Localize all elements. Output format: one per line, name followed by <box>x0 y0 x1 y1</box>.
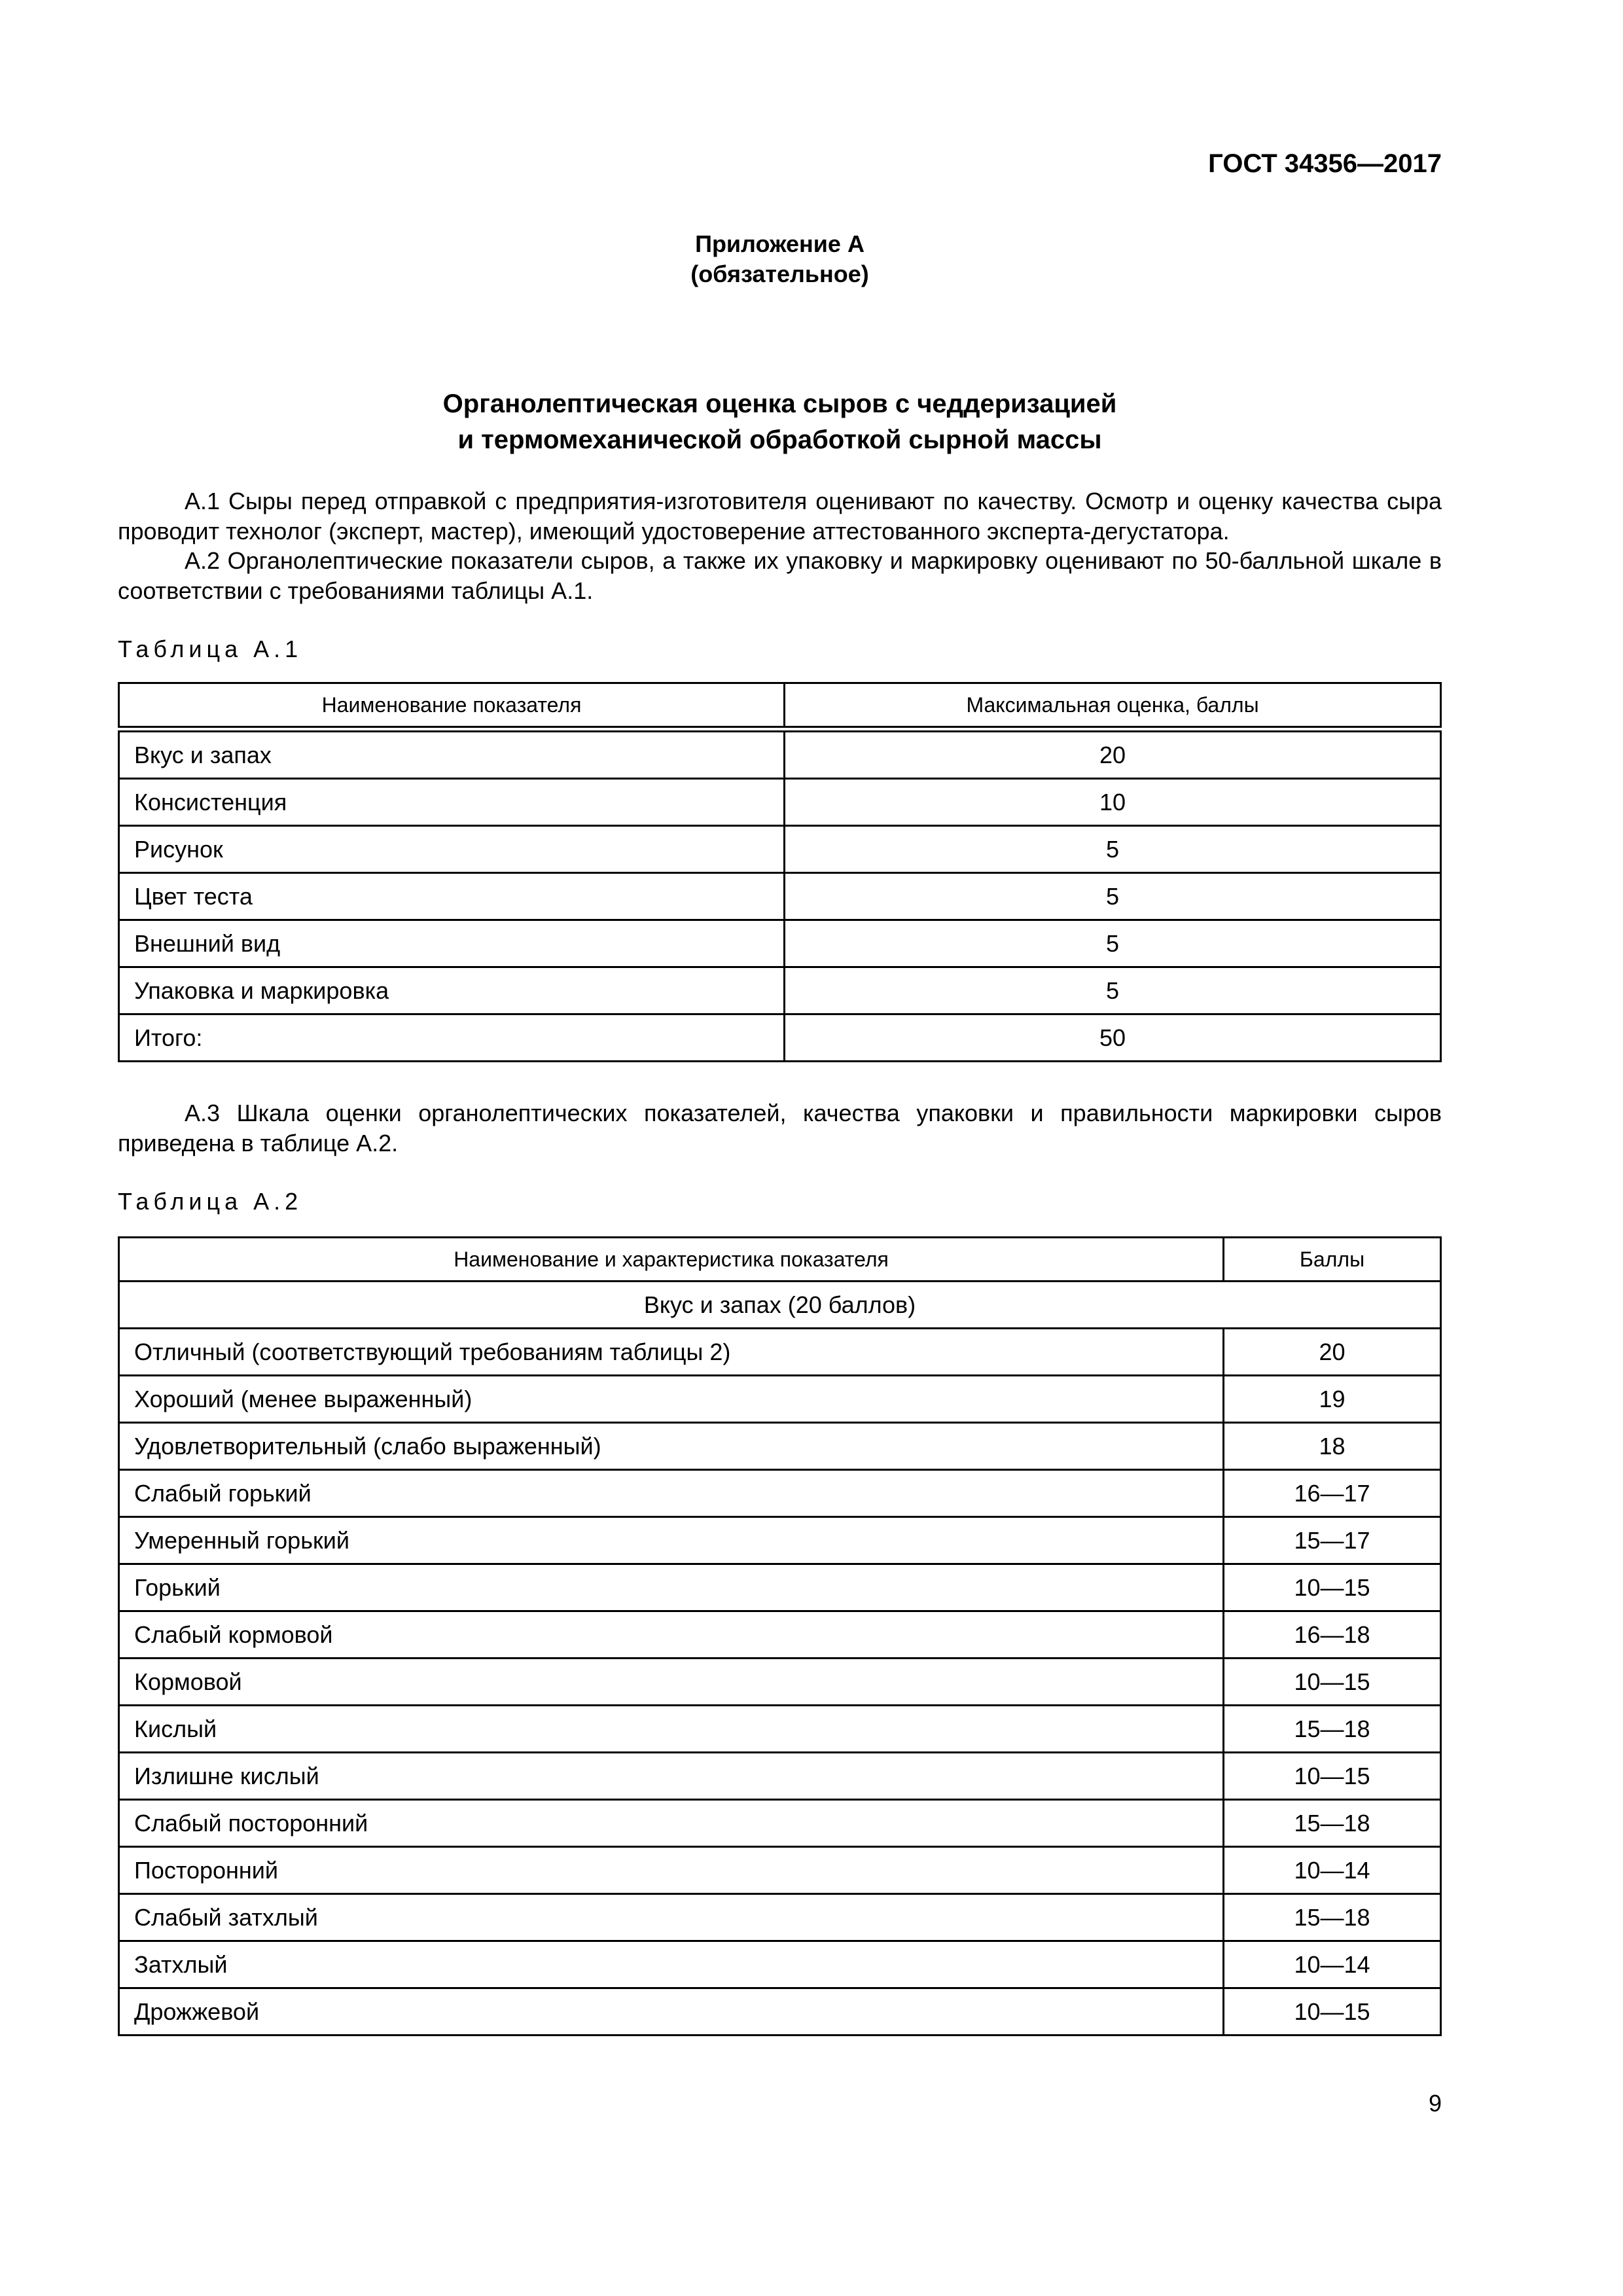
indicator-name-cell: Умеренный горький <box>119 1517 1224 1564</box>
indicator-name-cell: Слабый посторонний <box>119 1800 1224 1847</box>
indicator-name-cell: Слабый горький <box>119 1470 1224 1517</box>
table-row <box>119 1611 1441 1659</box>
indicator-name-cell: Слабый затхлый <box>119 1894 1224 1941</box>
score-cell: 5 <box>785 967 1441 1014</box>
column-header: Максимальная оценка, баллы <box>785 683 1441 730</box>
column-header: Наименование и характеристика показателя <box>119 1238 1224 1282</box>
score-cell: 10—15 <box>1224 1564 1441 1611</box>
indicator-name-cell: Кислый <box>119 1706 1224 1753</box>
document-code: ГОСТ 34356—2017 <box>1208 149 1442 178</box>
table-row <box>119 967 1441 1014</box>
table-header-row <box>119 683 1441 730</box>
title-line-2: и термомеханической обработкой сырной массы <box>457 425 1102 454</box>
score-cell: 15—18 <box>1224 1894 1441 1941</box>
indicator-name-cell: Хороший (менее выраженный) <box>119 1376 1224 1423</box>
table-row <box>119 1423 1441 1470</box>
appendix-heading <box>118 229 1442 289</box>
indicator-name-cell: Горький <box>119 1564 1224 1611</box>
score-cell: 5 <box>785 826 1441 873</box>
score-cell: 50 <box>785 1014 1441 1062</box>
score-cell: 16—17 <box>1224 1470 1441 1517</box>
table-row <box>119 1894 1441 1941</box>
appendix-label: Приложение А <box>695 230 865 257</box>
table-row <box>119 873 1441 920</box>
title-line-1: Органолептическая оценка сыров с чеддеризацией <box>442 389 1117 418</box>
indicator-name-cell: Кормовой <box>119 1659 1224 1706</box>
table-row <box>119 1988 1441 2036</box>
indicator-name-cell: Излишне кислый <box>119 1753 1224 1800</box>
score-cell: 10—15 <box>1224 1659 1441 1706</box>
score-cell: 15—17 <box>1224 1517 1441 1564</box>
table-row <box>119 1659 1441 1706</box>
indicator-name-cell: Удовлетворительный (слабо выраженный) <box>119 1423 1224 1470</box>
paragraph-a1: А.1 Сыры перед отправкой с предприятия-изготовителя оценивают по качеству. Осмотр и оценку качества сыра проводит технолог (эксперт, мастер), имеющий удостоверение аттестованного эксперта-дегустатора. <box>118 488 1442 545</box>
indicator-name-cell: Цвет теста <box>119 873 785 920</box>
section-row <box>119 1282 1441 1329</box>
indicator-name-cell: Рисунок <box>119 826 785 873</box>
indicator-name-cell: Итого: <box>119 1014 785 1062</box>
table-a2 <box>118 1236 1442 2036</box>
table-row <box>119 1941 1441 1988</box>
indicator-name-cell: Отличный (соответствующий требованиям таблицы 2) <box>119 1329 1224 1376</box>
score-cell: 20 <box>1224 1329 1441 1376</box>
indicator-name-cell: Внешний вид <box>119 920 785 967</box>
score-cell: 15—18 <box>1224 1800 1441 1847</box>
table-row <box>119 1014 1441 1062</box>
score-cell: 19 <box>1224 1376 1441 1423</box>
score-cell: 10—14 <box>1224 1941 1441 1988</box>
indicator-name-cell: Дрожжевой <box>119 1988 1224 2036</box>
score-cell: 16—18 <box>1224 1611 1441 1659</box>
table-row <box>119 1753 1441 1800</box>
column-header: Баллы <box>1224 1238 1441 1282</box>
paragraph-a3: А.3 Шкала оценки органолептических показателей, качества упаковки и правильности маркировки сыров приведена в таблице А.2. <box>118 1100 1442 1157</box>
table-header-row <box>119 1238 1441 1282</box>
paragraph-block-a3 <box>118 1098 1442 1158</box>
table-row <box>119 826 1441 873</box>
score-cell: 5 <box>785 873 1441 920</box>
table-row <box>119 779 1441 826</box>
table-row <box>119 920 1441 967</box>
indicator-name-cell: Затхлый <box>119 1941 1224 1988</box>
indicator-name-cell: Слабый кормовой <box>119 1611 1224 1659</box>
indicator-name-cell: Вкус и запах <box>119 729 785 779</box>
table-a1-caption: Таблица А.1 <box>118 636 303 662</box>
table-a2-caption: Таблица А.2 <box>118 1188 303 1215</box>
score-cell: 15—18 <box>1224 1706 1441 1753</box>
table-row <box>119 1376 1441 1423</box>
score-cell: 18 <box>1224 1423 1441 1470</box>
score-cell: 20 <box>785 729 1441 779</box>
page-number: 9 <box>1428 2090 1442 2117</box>
table-row <box>119 1517 1441 1564</box>
section-cell: Вкус и запах (20 баллов) <box>119 1282 1441 1329</box>
table-row <box>119 1847 1441 1894</box>
appendix-status: (обязательное) <box>690 260 869 287</box>
score-cell: 10—15 <box>1224 1988 1441 2036</box>
table-row <box>119 1470 1441 1517</box>
indicator-name-cell: Консистенция <box>119 779 785 826</box>
score-cell: 10—14 <box>1224 1847 1441 1894</box>
section-title <box>118 386 1442 458</box>
score-cell: 5 <box>785 920 1441 967</box>
column-header: Наименование показателя <box>119 683 785 730</box>
paragraph-a2: А.2 Органолептические показатели сыров, а также их упаковку и маркировку оценивают по 50-балльной шкале в соответствии с требованиями таблицы А.1. <box>118 547 1442 604</box>
table-a1 <box>118 682 1442 1062</box>
indicator-name-cell: Посторонний <box>119 1847 1224 1894</box>
table-row <box>119 1800 1441 1847</box>
score-cell: 10 <box>785 779 1441 826</box>
intro-paragraphs <box>118 486 1442 605</box>
score-cell: 10—15 <box>1224 1753 1441 1800</box>
indicator-name-cell: Упаковка и маркировка <box>119 967 785 1014</box>
table-row <box>119 1706 1441 1753</box>
table-row <box>119 729 1441 779</box>
table-row <box>119 1329 1441 1376</box>
table-row <box>119 1564 1441 1611</box>
